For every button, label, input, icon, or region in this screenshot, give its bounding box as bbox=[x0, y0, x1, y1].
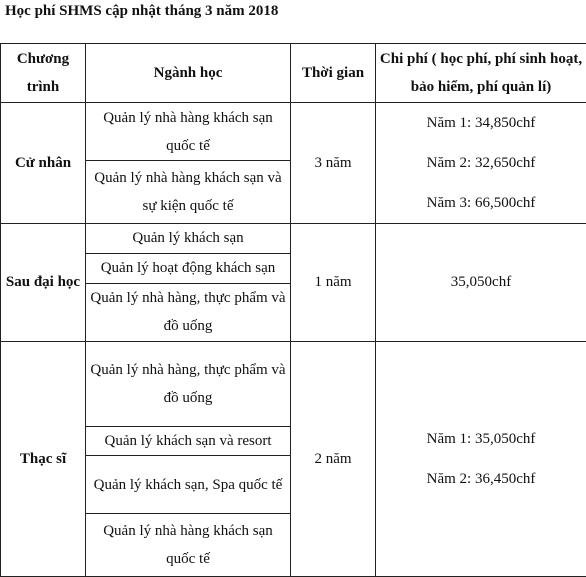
cost-cell bbox=[376, 342, 586, 577]
header-row bbox=[1, 44, 586, 103]
fee-table bbox=[0, 43, 586, 577]
duration-cell: 2 năm bbox=[291, 342, 376, 577]
cost-line: Năm 1: 35,050chf bbox=[426, 431, 536, 448]
major-cell: Quản lý nhà hàng khách sạn quốc tế bbox=[86, 103, 291, 161]
header-duration: Thời gian bbox=[291, 44, 376, 103]
major-cell: Quản lý khách sạn và resort bbox=[86, 427, 291, 456]
major-cell: Quản lý nhà hàng khách sạn và sự kiện quốc tế bbox=[86, 161, 291, 223]
cost-cell bbox=[376, 103, 586, 223]
cost-cell bbox=[376, 223, 586, 341]
major-cell: Quản lý nhà hàng, thực phẩm và đồ uống bbox=[86, 342, 291, 427]
table-row bbox=[1, 342, 586, 427]
header-cost: Chi phí ( học phí, phí sinh hoạt, bảo hiểm, phí quản lí) bbox=[376, 44, 586, 103]
cost-line: Năm 2: 32,650chf bbox=[426, 154, 536, 171]
major-cell: Quản lý nhà hàng, thực phẩm và đồ uống bbox=[86, 283, 291, 341]
header-program: Chương trình bbox=[1, 44, 86, 103]
cost-line: Năm 3: 66,500chf bbox=[426, 194, 536, 211]
duration-cell: 1 năm bbox=[291, 223, 376, 341]
major-cell: Quản lý khách sạn, Spa quốc tế bbox=[86, 456, 291, 513]
duration-cell: 3 năm bbox=[291, 103, 376, 223]
cost-line: Năm 1: 34,850chf bbox=[426, 114, 536, 131]
page-title: Học phí SHMS cập nhật tháng 3 năm 2018 bbox=[5, 3, 279, 19]
cost-line: Năm 2: 36,450chf bbox=[426, 471, 536, 488]
cost-line: 35,050chf bbox=[450, 274, 512, 291]
major-cell: Quản lý khách sạn bbox=[86, 223, 291, 253]
table-row bbox=[1, 103, 586, 161]
header-major: Ngành học bbox=[86, 44, 291, 103]
table-row bbox=[1, 223, 586, 253]
program-cell: Thạc sĩ bbox=[1, 342, 86, 577]
program-cell: Sau đại học bbox=[1, 223, 86, 341]
major-cell: Quản lý nhà hàng khách sạn quốc tế bbox=[86, 513, 291, 576]
program-cell: Cử nhân bbox=[1, 103, 86, 223]
major-cell: Quản lý hoạt động khách sạn bbox=[86, 253, 291, 283]
